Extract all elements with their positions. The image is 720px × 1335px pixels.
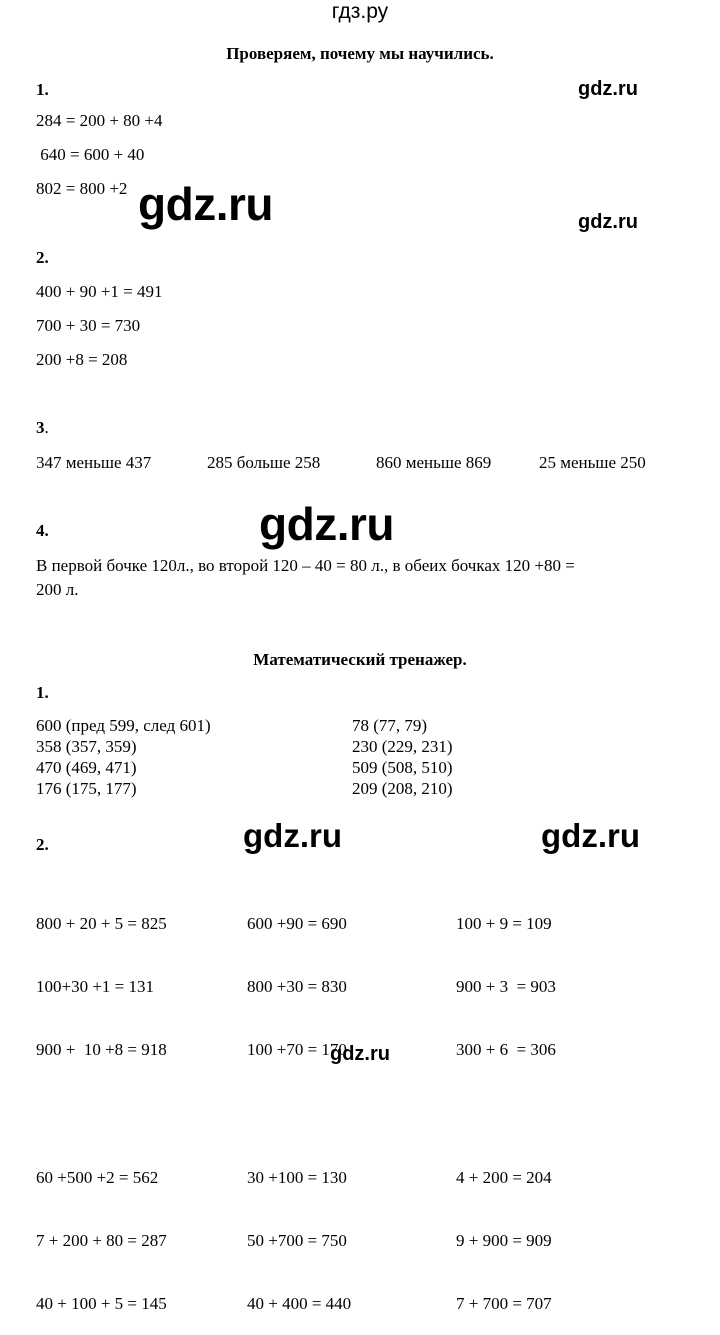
sum-item: 100+30 +1 = 131 — [36, 977, 155, 996]
sum-item: 40 + 100 + 5 = 145 — [36, 1294, 167, 1313]
task-number: 4. — [36, 521, 49, 540]
page-title: Проверяем, почему мы научились. — [226, 44, 494, 63]
sum-column-3 — [456, 871, 556, 1335]
task-number: 1. — [36, 683, 49, 702]
task-number: 2. — [36, 835, 49, 854]
sum-item: 100 +70 = 170 — [247, 1040, 347, 1059]
task-line: 284 = 200 + 80 +4 — [36, 111, 163, 130]
task-line: 700 + 30 = 730 — [36, 316, 141, 335]
neighbors-left — [36, 715, 211, 799]
task-line: 802 = 800 +2 — [36, 179, 128, 198]
watermark: gdz.ru — [330, 1043, 390, 1065]
sum-item: 300 + 6 = 306 — [456, 1040, 556, 1059]
sum-column-1 — [36, 871, 167, 1335]
sum-item: 60 +500 +2 = 562 — [36, 1168, 159, 1187]
task-line: 200 л. — [36, 580, 79, 599]
neighbors-item: 209 (208, 210) — [352, 779, 453, 798]
neighbors-item: 600 (пред 599, след 601) — [36, 716, 211, 735]
task-line: 640 = 600 + 40 — [36, 145, 145, 164]
sum-item: 7 + 200 + 80 = 287 — [36, 1231, 167, 1250]
watermark: gdz.ru — [138, 178, 273, 230]
task-number: 1. — [36, 80, 49, 99]
sum-item: 4 + 200 = 204 — [456, 1168, 552, 1187]
task-line: 400 + 90 +1 = 491 — [36, 282, 163, 301]
sum-item: 9 + 900 = 909 — [456, 1231, 552, 1250]
sum-item: 30 +100 = 130 — [247, 1168, 347, 1187]
neighbors-item: 78 (77, 79) — [352, 716, 428, 735]
comparison: 25 меньше 250 — [539, 453, 646, 472]
task-number-dot: . — [44, 418, 49, 437]
neighbors-right — [352, 715, 453, 799]
neighbors-item: 509 (508, 510) — [352, 758, 453, 777]
comparison: 285 больше 258 — [207, 453, 321, 472]
neighbors-item: 358 (357, 359) — [36, 737, 137, 756]
section-title: Математический тренажер. — [253, 650, 467, 669]
task-number: 2. — [36, 248, 49, 267]
watermark: gdz.ru — [578, 211, 638, 233]
sum-item: 100 + 9 = 109 — [456, 914, 552, 933]
sum-item: 800 +30 = 830 — [247, 977, 347, 996]
watermark: gdz.ru — [259, 498, 394, 550]
sum-item: 900 + 3 = 903 — [456, 977, 556, 996]
watermark: gdz.ru — [578, 78, 638, 100]
task-line: 200 +8 = 208 — [36, 350, 128, 369]
sum-column-2 — [247, 871, 351, 1335]
site-title: гдз.ру — [331, 0, 389, 23]
sum-item: 800 + 20 + 5 = 825 — [36, 914, 167, 933]
task-number-digit: 3 — [36, 418, 45, 437]
sum-item: 40 + 400 = 440 — [247, 1294, 352, 1313]
neighbors-item: 176 (175, 177) — [36, 779, 137, 798]
sum-item: 50 +700 = 750 — [247, 1231, 347, 1250]
sum-item: 900 + 10 +8 = 918 — [36, 1040, 167, 1059]
comparison: 860 меньше 869 — [376, 453, 492, 472]
sum-item: 600 +90 = 690 — [247, 914, 347, 933]
watermark: gdz.ru — [541, 817, 640, 854]
task-number — [36, 418, 49, 438]
task-line: В первой бочке 120л., во второй 120 – 40 = 80 л., в обеих бочках 120 +80 = — [36, 556, 575, 575]
sum-item: 7 + 700 = 707 — [456, 1294, 552, 1313]
watermark: gdz.ru — [243, 817, 342, 854]
neighbors-item: 230 (229, 231) — [352, 737, 453, 756]
comparison: 347 меньше 437 — [36, 453, 152, 472]
neighbors-item: 470 (469, 471) — [36, 758, 137, 777]
